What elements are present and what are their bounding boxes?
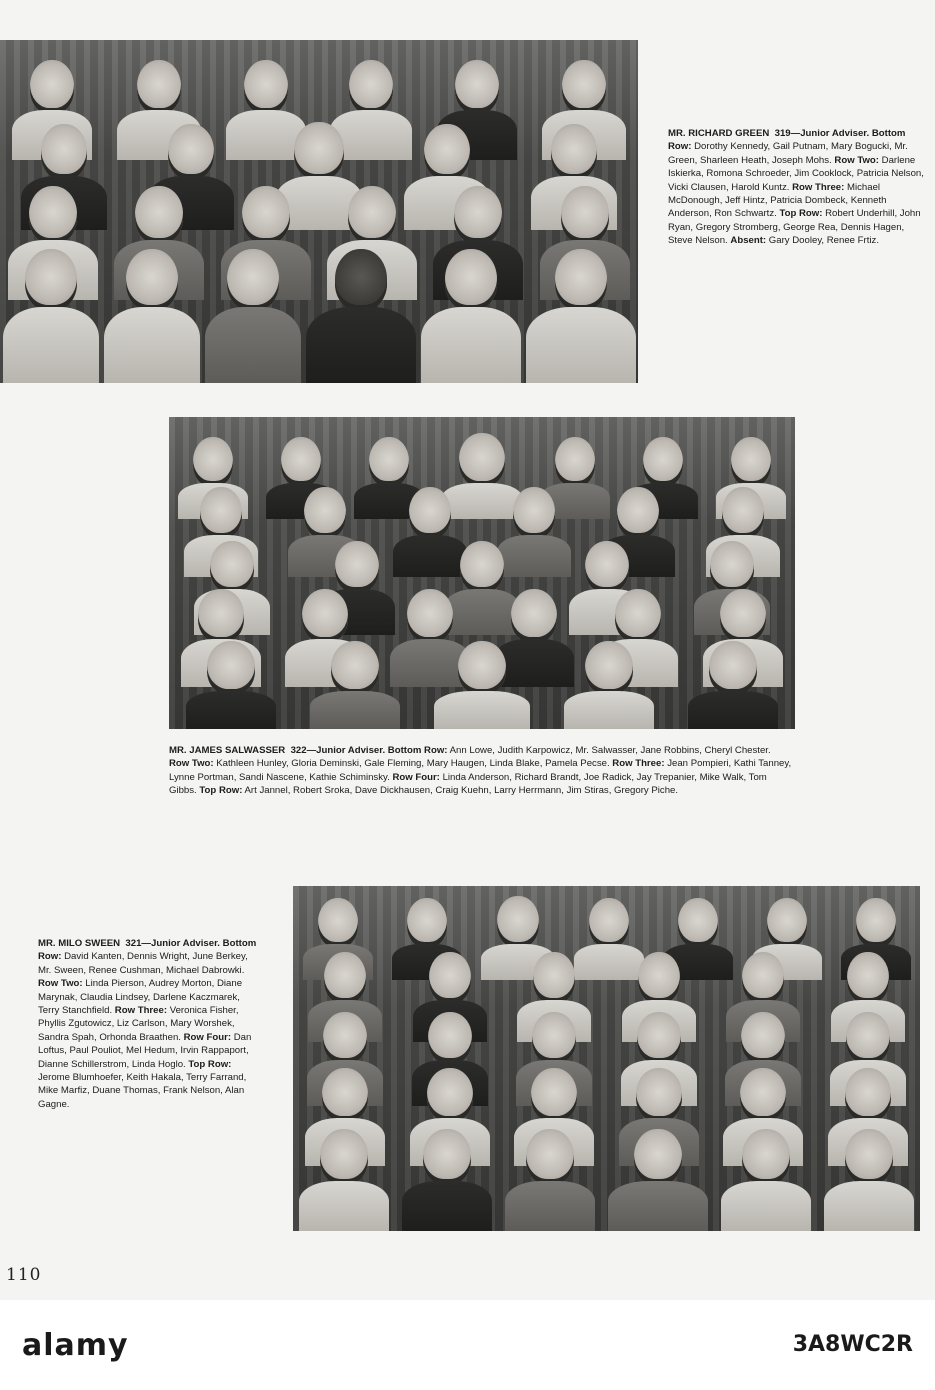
adviser-figure [608,1129,708,1231]
row-names: Art Jannel, Robert Sroka, Dave Dickhausen, Craig Kuehn, Larry Herrmann, Jim Stiras, Gregory Piche. [244,785,679,797]
row-names: Veronica Fisher, Phyllis Zgutowicz, Liz Carlson, Mary Worshek, Sandra Spah, Orhonda Braathen. [38,1005,239,1043]
student-figure [299,1129,389,1231]
row-label: Top Row: [779,208,823,220]
student-figure [526,249,636,383]
class-photo-salwasser [169,417,795,729]
row-label: Top Row: [188,1058,232,1070]
row-label: Bottom Row: [387,745,448,756]
adviser-name: MR. MILO SWEEN [38,938,121,949]
student-figure [3,249,99,383]
image-id: 3A8WC2R [792,1332,913,1357]
photo-row-bottom [0,245,638,383]
student-figure [402,1129,492,1231]
row-names: Dorothy Kennedy, Gail Putnam, Mary Bogucki, Mr. Green, Sharleen Heath, Joseph Mohs. [668,141,908,166]
adviser-name: MR. JAMES SALWASSER [169,745,286,756]
student-figure [564,641,654,729]
row-label: Absent: [730,235,767,247]
row-label: Bottom Row: [38,938,257,963]
student-figure [205,249,301,383]
row-names: Jerome Blumhoefer, Keith Hakala, Terry Farrand, Mike Marfiz, Duane Thomas, Frank Nelson, Alan Gagne. [38,1072,247,1110]
row-names: Michael McDonough, Jeff Hintz, Patricia Dombeck, Kenneth Anderson, Ron Schwartz. [668,181,887,220]
photo-row-bottom [169,639,795,729]
row-names: Ann Lowe, Judith Karpowicz, Mr. Salwasser, Jane Robbins, Cheryl Chester. [449,745,771,756]
adviser-figure [434,641,530,729]
student-figure [721,1129,811,1231]
row-names: Kathleen Hunley, Gloria Deminski, Gale Fleming, Mary Haugen, Linda Blake, Pamela Pecse. [216,758,610,770]
row-label: Row Two: [38,978,83,990]
class-photo-sween [293,886,920,1231]
row-label: Row Four: [392,771,440,783]
row-label: Row Three: [612,758,665,770]
student-figure [688,641,778,729]
row-names: Jean Pompieri, Kathi Tanney, Lynne Portman, Sandi Nascene, Kathie Schiminsky. [169,758,792,783]
row-label: Row Two: [169,758,214,770]
class-photo-green [0,40,638,383]
row-label: Row Three: [792,181,845,193]
row-label: Row Three: [114,1005,168,1017]
student-figure [505,1129,595,1231]
watermark-footer [0,1300,935,1390]
student-figure [186,641,276,729]
row-names: Dan Loftus, Paul Pouliot, Mel Hedum, Irvin Rappaport, Dianne Schillerstrom, Linda Hoglo. [38,1031,252,1070]
row-names: Darlene Iskierka, Romona Schroeder, Jim Cooklock, Patricia Nelson, Vicki Clausen, Harold Kuntz. [668,154,924,193]
row-names: Linda Anderson, Richard Brandt, Joe Radick, Jay Trepanier, Mike Walk, Tom Gibbs. [169,771,767,797]
photo-row-bottom [293,1126,920,1231]
student-figure [824,1129,914,1231]
room-label: 322—Junior Adviser. [290,745,386,756]
adviser-figure [306,249,416,383]
caption-salwasser [169,744,793,798]
caption-sween [38,937,260,1111]
student-figure [104,249,200,383]
row-names: Robert Underhill, John Ryan, Gregory Stromberg, George Rea, Dennis Hagen, Steve Nelson. [668,208,921,247]
row-label: Row Two: [834,154,879,166]
row-label: Bottom Row: [668,128,906,153]
row-names: Gary Dooley, Renee Frtiz. [768,235,879,247]
page-number: 110 [6,1265,42,1285]
caption-green [668,127,926,248]
room-label: 319—Junior Adviser. [774,128,870,139]
row-label: Row Four: [183,1031,232,1043]
adviser-name: MR. RICHARD GREEN [668,128,770,139]
row-names: David Kanten, Dennis Wright, June Berkey, Mr. Sween, Renee Cushman, Michael Dabrowki. [38,951,248,976]
brand-logo: alamy [22,1328,129,1363]
student-figure [421,249,521,383]
row-label: Top Row: [199,785,243,797]
student-figure [310,641,400,729]
room-label: 321—Junior Adviser. [125,938,220,949]
row-names: Linda Pierson, Audrey Morton, Diane Marynak, Claudia Lindsey, Darlene Kaczmarek, Terry Stanchfield. [38,978,243,1017]
